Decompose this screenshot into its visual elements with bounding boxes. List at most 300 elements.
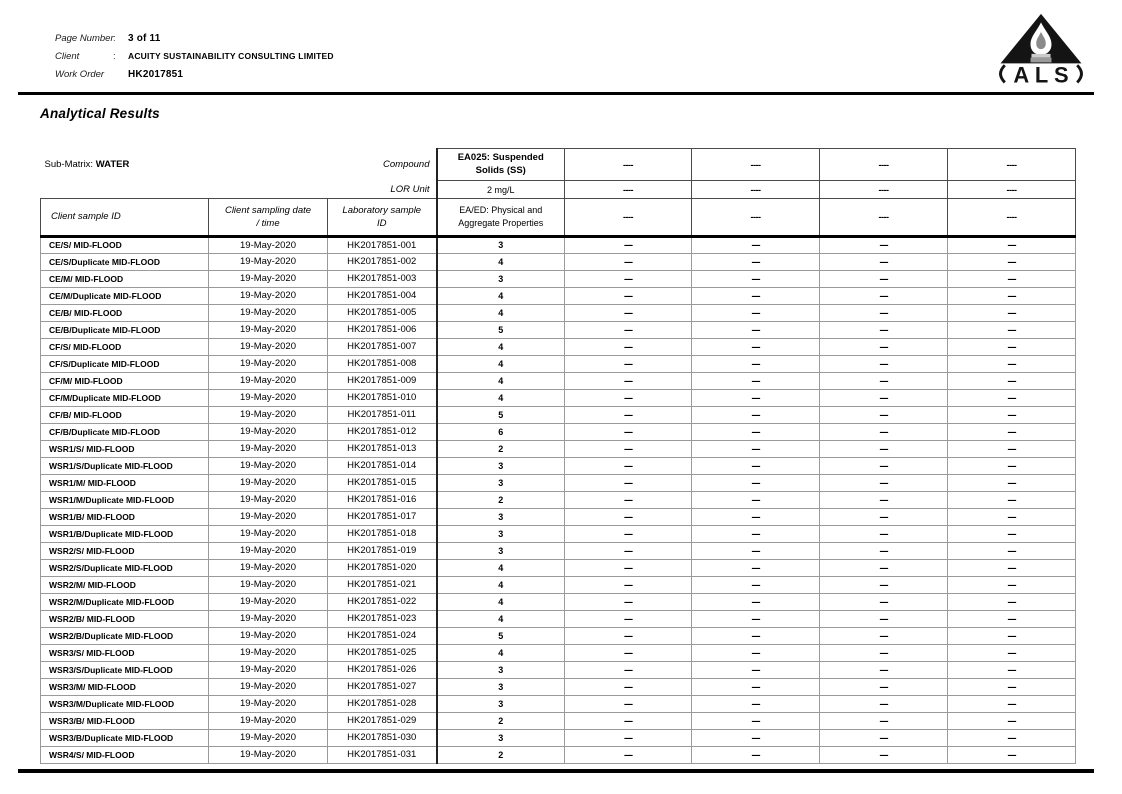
sampling-date-cell: 19-May-2020 (209, 424, 328, 441)
result-value-cell: 4 (437, 254, 565, 271)
result-value-cell: 2 (437, 441, 565, 458)
result-value-cell: 6 (437, 424, 565, 441)
empty-result-cell: ---- (948, 356, 1076, 373)
sample-id-cell: WSR1/B/ MID-FLOOD (41, 509, 209, 526)
footer-rule (18, 769, 1094, 773)
lab-sample-id-cell: HK2017851-012 (328, 424, 437, 441)
lab-sample-id-cell: HK2017851-018 (328, 526, 437, 543)
table-row (41, 662, 1076, 679)
submatrix-compound-cell (41, 149, 437, 181)
empty-result-cell: ---- (565, 441, 692, 458)
empty-result-cell: ---- (565, 526, 692, 543)
sample-id-cell: WSR3/S/Duplicate MID-FLOOD (41, 662, 209, 679)
empty-result-cell: ---- (820, 322, 948, 339)
als-logo (988, 11, 1094, 91)
empty-result-cell: ---- (692, 322, 820, 339)
sampling-date-cell: 19-May-2020 (209, 475, 328, 492)
sampling-date-cell: 19-May-2020 (209, 730, 328, 747)
result-value-cell: 4 (437, 594, 565, 611)
empty-compound-cell: ---- (820, 149, 948, 181)
empty-method-cell: ---- (820, 199, 948, 237)
empty-result-cell: ---- (565, 594, 692, 611)
sub-matrix-value: WATER (95, 159, 130, 170)
table-row (41, 441, 1076, 458)
sample-id-cell: WSR1/S/Duplicate MID-FLOOD (41, 458, 209, 475)
empty-result-cell: ---- (948, 696, 1076, 713)
empty-result-cell: ---- (820, 730, 948, 747)
logo-burner-top (1031, 54, 1050, 58)
empty-result-cell: ---- (820, 560, 948, 577)
empty-result-cell: ---- (692, 458, 820, 475)
empty-result-cell: ---- (692, 254, 820, 271)
empty-result-cell: ---- (565, 730, 692, 747)
empty-result-cell: ---- (692, 271, 820, 288)
empty-result-cell: ---- (565, 458, 692, 475)
empty-result-cell: ---- (692, 560, 820, 577)
sampling-date-cell: 19-May-2020 (209, 373, 328, 390)
column-header-row (41, 199, 1076, 237)
empty-result-cell: ---- (948, 679, 1076, 696)
lab-sample-id-cell: HK2017851-026 (328, 662, 437, 679)
result-value-cell: 5 (437, 407, 565, 424)
table-row (41, 390, 1076, 407)
empty-result-cell: ---- (820, 713, 948, 730)
sampling-date-cell: 19-May-2020 (209, 288, 328, 305)
result-value-cell: 2 (437, 713, 565, 730)
work-order-value: HK2017851 (128, 69, 184, 80)
empty-result-cell: ---- (692, 424, 820, 441)
table-row (41, 696, 1076, 713)
empty-result-cell: ---- (820, 271, 948, 288)
empty-result-cell: ---- (565, 577, 692, 594)
empty-result-cell: ---- (948, 594, 1076, 611)
table-row (41, 373, 1076, 390)
sample-id-cell: CE/M/ MID-FLOOD (41, 271, 209, 288)
empty-result-cell: ---- (948, 713, 1076, 730)
empty-result-cell: ---- (692, 441, 820, 458)
sample-id-cell: CE/M/Duplicate MID-FLOOD (41, 288, 209, 305)
page-number-colon: : (113, 33, 116, 44)
sample-id-cell: WSR1/M/Duplicate MID-FLOOD (41, 492, 209, 509)
result-value-cell: 4 (437, 305, 565, 322)
lab-sample-id-cell: HK2017851-002 (328, 254, 437, 271)
compound-header-row (41, 149, 1076, 181)
result-value-cell: 3 (437, 696, 565, 713)
table-row (41, 543, 1076, 560)
empty-result-cell: ---- (948, 271, 1076, 288)
table-row (41, 424, 1076, 441)
lab-sample-id-cell: HK2017851-025 (328, 645, 437, 662)
sampling-date-cell: 19-May-2020 (209, 543, 328, 560)
sample-id-cell: WSR2/B/ MID-FLOOD (41, 611, 209, 628)
lab-sample-id-cell: HK2017851-004 (328, 288, 437, 305)
sample-id-cell: CF/M/Duplicate MID-FLOOD (41, 390, 209, 407)
lab-sample-id-cell: HK2017851-014 (328, 458, 437, 475)
empty-result-cell: ---- (948, 628, 1076, 645)
result-value-cell: 3 (437, 679, 565, 696)
empty-result-cell: ---- (565, 288, 692, 305)
section-title: Analytical Results (40, 106, 160, 121)
empty-result-cell: ---- (948, 390, 1076, 407)
empty-lor-cell: ---- (820, 181, 948, 199)
empty-result-cell: ---- (565, 237, 692, 254)
page-number-row (55, 33, 334, 51)
result-value-cell: 5 (437, 628, 565, 645)
empty-result-cell: ---- (948, 305, 1076, 322)
empty-result-cell: ---- (948, 424, 1076, 441)
sampling-date-cell: 19-May-2020 (209, 645, 328, 662)
sampling-date-cell: 19-May-2020 (209, 577, 328, 594)
page-number-value: 3 of 11 (128, 33, 161, 44)
sampling-date-cell: 19-May-2020 (209, 662, 328, 679)
empty-result-cell: ---- (692, 662, 820, 679)
empty-result-cell: ---- (820, 475, 948, 492)
table-row (41, 526, 1076, 543)
als-logo-text: ALS (1013, 62, 1075, 88)
result-value-cell: 4 (437, 390, 565, 407)
table-row (41, 322, 1076, 339)
lab-sample-id-cell: HK2017851-029 (328, 713, 437, 730)
sample-id-cell: CE/S/ MID-FLOOD (41, 237, 209, 254)
result-value-cell: 4 (437, 288, 565, 305)
col-header-lab-sample-id (328, 199, 437, 237)
empty-result-cell: ---- (692, 577, 820, 594)
lab-sample-id-cell: HK2017851-027 (328, 679, 437, 696)
table-row (41, 407, 1076, 424)
empty-result-cell: ---- (820, 594, 948, 611)
result-value-cell: 2 (437, 747, 565, 764)
results-table-body (41, 237, 1076, 764)
result-value-cell: 4 (437, 577, 565, 594)
empty-result-cell: ---- (820, 696, 948, 713)
sampling-date-cell: 19-May-2020 (209, 747, 328, 764)
table-row (41, 305, 1076, 322)
sample-id-cell: WSR3/B/ MID-FLOOD (41, 713, 209, 730)
empty-result-cell: ---- (565, 475, 692, 492)
empty-result-cell: ---- (565, 322, 692, 339)
result-value-cell: 3 (437, 730, 565, 747)
table-row (41, 254, 1076, 271)
table-row (41, 679, 1076, 696)
result-value-cell: 3 (437, 475, 565, 492)
report-meta (55, 33, 334, 87)
lab-sample-id-cell: HK2017851-031 (328, 747, 437, 764)
lab-sample-id-cell: HK2017851-022 (328, 594, 437, 611)
sampling-date-cell: 19-May-2020 (209, 322, 328, 339)
empty-result-cell: ---- (692, 288, 820, 305)
table-row (41, 475, 1076, 492)
empty-result-cell: ---- (692, 611, 820, 628)
work-order-label: Work Order (55, 69, 105, 80)
sampling-date-cell: 19-May-2020 (209, 713, 328, 730)
empty-result-cell: ---- (948, 373, 1076, 390)
table-row (41, 458, 1076, 475)
col-header-sampling-date (209, 199, 328, 237)
empty-method-cell: ---- (565, 199, 692, 237)
empty-result-cell: ---- (692, 594, 820, 611)
empty-lor-cell: ---- (948, 181, 1076, 199)
table-row (41, 645, 1076, 662)
client-label: Client (55, 51, 80, 62)
empty-result-cell: ---- (948, 611, 1076, 628)
empty-result-cell: ---- (565, 305, 692, 322)
lab-sample-id-cell: HK2017851-007 (328, 339, 437, 356)
empty-result-cell: ---- (692, 407, 820, 424)
empty-result-cell: ---- (565, 373, 692, 390)
results-table-header (41, 149, 1076, 237)
analyte-title-line2: Solids (SS) (475, 164, 526, 176)
sample-id-cell: CE/S/Duplicate MID-FLOOD (41, 254, 209, 271)
analyte-title-line1: EA025: Suspended (457, 151, 544, 163)
empty-result-cell: ---- (820, 628, 948, 645)
lab-sample-id-cell: HK2017851-006 (328, 322, 437, 339)
sampling-date-cell: 19-May-2020 (209, 254, 328, 271)
compound-label: Compound (383, 159, 430, 170)
empty-method-cell: ---- (692, 199, 820, 237)
col-header-sample-id: Client sample ID (41, 199, 209, 237)
empty-result-cell: ---- (948, 662, 1076, 679)
table-row (41, 492, 1076, 509)
header-rule (18, 92, 1094, 95)
empty-result-cell: ---- (948, 577, 1076, 594)
sample-id-cell: CE/B/ MID-FLOOD (41, 305, 209, 322)
result-value-cell: 3 (437, 662, 565, 679)
empty-result-cell: ---- (820, 679, 948, 696)
sample-id-cell: CE/B/Duplicate MID-FLOOD (41, 322, 209, 339)
empty-result-cell: ---- (565, 424, 692, 441)
table-row (41, 237, 1076, 254)
lab-sample-id-cell: HK2017851-010 (328, 390, 437, 407)
empty-result-cell: ---- (948, 747, 1076, 764)
sampling-date-cell: 19-May-2020 (209, 611, 328, 628)
empty-result-cell: ---- (692, 543, 820, 560)
empty-result-cell: ---- (820, 237, 948, 254)
empty-result-cell: ---- (820, 339, 948, 356)
table-row (41, 594, 1076, 611)
sub-matrix (45, 159, 130, 170)
result-value-cell: 3 (437, 237, 565, 254)
lab-sample-id-cell: HK2017851-030 (328, 730, 437, 747)
sample-id-cell: WSR2/S/ MID-FLOOD (41, 543, 209, 560)
sample-id-cell: CF/B/ MID-FLOOD (41, 407, 209, 424)
empty-result-cell: ---- (565, 560, 692, 577)
empty-result-cell: ---- (565, 254, 692, 271)
result-value-cell: 3 (437, 526, 565, 543)
empty-result-cell: ---- (820, 407, 948, 424)
result-value-cell: 4 (437, 339, 565, 356)
col-header-lab-line2: ID (377, 218, 387, 229)
client-colon: : (113, 51, 116, 62)
sampling-date-cell: 19-May-2020 (209, 390, 328, 407)
empty-result-cell: ---- (948, 560, 1076, 577)
table-row (41, 611, 1076, 628)
empty-result-cell: ---- (820, 543, 948, 560)
table-row (41, 288, 1076, 305)
page-number-label: Page Number (55, 33, 114, 44)
method-cell (437, 199, 565, 237)
sampling-date-cell: 19-May-2020 (209, 679, 328, 696)
empty-result-cell: ---- (692, 237, 820, 254)
empty-result-cell: ---- (820, 509, 948, 526)
table-row (41, 577, 1076, 594)
table-row (41, 339, 1076, 356)
lab-sample-id-cell: HK2017851-023 (328, 611, 437, 628)
client-value: ACUITY SUSTAINABILITY CONSULTING LIMITED (128, 51, 334, 61)
empty-result-cell: ---- (565, 628, 692, 645)
sample-id-cell: WSR3/B/Duplicate MID-FLOOD (41, 730, 209, 747)
empty-result-cell: ---- (820, 288, 948, 305)
empty-result-cell: ---- (948, 407, 1076, 424)
sub-matrix-label: Sub-Matrix: (44, 159, 96, 170)
lab-sample-id-cell: HK2017851-011 (328, 407, 437, 424)
sample-id-cell: CF/S/Duplicate MID-FLOOD (41, 356, 209, 373)
empty-result-cell: ---- (565, 696, 692, 713)
col-header-sampling-date-line2: / time (256, 218, 280, 229)
result-value-cell: 3 (437, 458, 565, 475)
empty-result-cell: ---- (565, 271, 692, 288)
analyte-title-cell (437, 149, 565, 181)
result-value-cell: 4 (437, 560, 565, 577)
sampling-date-cell: 19-May-2020 (209, 339, 328, 356)
sampling-date-cell: 19-May-2020 (209, 628, 328, 645)
empty-result-cell: ---- (948, 339, 1076, 356)
sampling-date-cell: 19-May-2020 (209, 305, 328, 322)
method-line1: EA/ED: Physical and (459, 205, 543, 216)
empty-result-cell: ---- (948, 492, 1076, 509)
lab-sample-id-cell: HK2017851-017 (328, 509, 437, 526)
empty-result-cell: ---- (692, 713, 820, 730)
result-value-cell: 4 (437, 645, 565, 662)
empty-result-cell: ---- (692, 339, 820, 356)
empty-result-cell: ---- (692, 730, 820, 747)
empty-result-cell: ---- (692, 305, 820, 322)
empty-result-cell: ---- (692, 390, 820, 407)
empty-result-cell: ---- (565, 713, 692, 730)
table-row (41, 271, 1076, 288)
empty-result-cell: ---- (948, 254, 1076, 271)
sampling-date-cell: 19-May-2020 (209, 560, 328, 577)
empty-result-cell: ---- (692, 356, 820, 373)
empty-result-cell: ---- (565, 611, 692, 628)
results-table (40, 148, 1076, 764)
empty-result-cell: ---- (565, 339, 692, 356)
empty-result-cell: ---- (948, 645, 1076, 662)
col-header-sampling-date-line1: Client sampling date (224, 204, 312, 216)
lab-sample-id-cell: HK2017851-016 (328, 492, 437, 509)
lab-sample-id-cell: HK2017851-003 (328, 271, 437, 288)
lab-sample-id-cell: HK2017851-008 (328, 356, 437, 373)
empty-compound-cell: ---- (948, 149, 1076, 181)
empty-result-cell: ---- (692, 475, 820, 492)
empty-result-cell: ---- (692, 509, 820, 526)
sample-id-cell: WSR3/M/Duplicate MID-FLOOD (41, 696, 209, 713)
lab-sample-id-cell: HK2017851-021 (328, 577, 437, 594)
sampling-date-cell: 19-May-2020 (209, 271, 328, 288)
empty-result-cell: ---- (948, 322, 1076, 339)
empty-result-cell: ---- (948, 237, 1076, 254)
sampling-date-cell: 19-May-2020 (209, 356, 328, 373)
empty-result-cell: ---- (820, 305, 948, 322)
empty-result-cell: ---- (692, 373, 820, 390)
sample-id-cell: WSR1/S/ MID-FLOOD (41, 441, 209, 458)
empty-result-cell: ---- (948, 458, 1076, 475)
sample-id-cell: WSR2/M/ MID-FLOOD (41, 577, 209, 594)
table-row (41, 713, 1076, 730)
empty-result-cell: ---- (820, 424, 948, 441)
empty-result-cell: ---- (692, 492, 820, 509)
sampling-date-cell: 19-May-2020 (209, 526, 328, 543)
result-value-cell: 5 (437, 322, 565, 339)
empty-result-cell: ---- (948, 526, 1076, 543)
empty-result-cell: ---- (565, 543, 692, 560)
sample-id-cell: CF/B/Duplicate MID-FLOOD (41, 424, 209, 441)
result-value-cell: 4 (437, 356, 565, 373)
lor-unit-value: 2 mg/L (437, 181, 565, 199)
empty-result-cell: ---- (948, 509, 1076, 526)
empty-result-cell: ---- (948, 543, 1076, 560)
lab-sample-id-cell: HK2017851-015 (328, 475, 437, 492)
sample-id-cell: WSR3/S/ MID-FLOOD (41, 645, 209, 662)
empty-result-cell: ---- (820, 662, 948, 679)
empty-method-cell: ---- (948, 199, 1076, 237)
lab-sample-id-cell: HK2017851-020 (328, 560, 437, 577)
empty-result-cell: ---- (692, 747, 820, 764)
empty-result-cell: ---- (565, 645, 692, 662)
result-value-cell: 3 (437, 271, 565, 288)
empty-result-cell: ---- (820, 747, 948, 764)
table-row (41, 730, 1076, 747)
result-value-cell: 2 (437, 492, 565, 509)
empty-result-cell: ---- (565, 509, 692, 526)
table-row (41, 747, 1076, 764)
empty-result-cell: ---- (820, 492, 948, 509)
empty-result-cell: ---- (820, 373, 948, 390)
als-logo-graphic (988, 11, 1094, 91)
empty-lor-cell: ---- (565, 181, 692, 199)
empty-result-cell: ---- (692, 696, 820, 713)
sampling-date-cell: 19-May-2020 (209, 509, 328, 526)
empty-result-cell: ---- (692, 679, 820, 696)
empty-result-cell: ---- (565, 662, 692, 679)
result-value-cell: 3 (437, 543, 565, 560)
empty-lor-cell: ---- (692, 181, 820, 199)
empty-compound-cell: ---- (565, 149, 692, 181)
sample-id-cell: CF/M/ MID-FLOOD (41, 373, 209, 390)
lab-sample-id-cell: HK2017851-024 (328, 628, 437, 645)
sample-id-cell: WSR3/M/ MID-FLOOD (41, 679, 209, 696)
work-order-row (55, 69, 334, 87)
sampling-date-cell: 19-May-2020 (209, 696, 328, 713)
empty-result-cell: ---- (820, 356, 948, 373)
sample-id-cell: CF/S/ MID-FLOOD (41, 339, 209, 356)
table-row (41, 560, 1076, 577)
empty-result-cell: ---- (820, 458, 948, 475)
empty-result-cell: ---- (692, 628, 820, 645)
empty-result-cell: ---- (692, 526, 820, 543)
lab-sample-id-cell: HK2017851-005 (328, 305, 437, 322)
sample-id-cell: WSR1/B/Duplicate MID-FLOOD (41, 526, 209, 543)
sample-id-cell: WSR2/M/Duplicate MID-FLOOD (41, 594, 209, 611)
empty-result-cell: ---- (565, 679, 692, 696)
empty-result-cell: ---- (565, 407, 692, 424)
sampling-date-cell: 19-May-2020 (209, 407, 328, 424)
lab-sample-id-cell: HK2017851-001 (328, 237, 437, 254)
lab-sample-id-cell: HK2017851-019 (328, 543, 437, 560)
empty-result-cell: ---- (820, 526, 948, 543)
lab-sample-id-cell: HK2017851-028 (328, 696, 437, 713)
table-row (41, 509, 1076, 526)
lor-unit-row (41, 181, 1076, 199)
